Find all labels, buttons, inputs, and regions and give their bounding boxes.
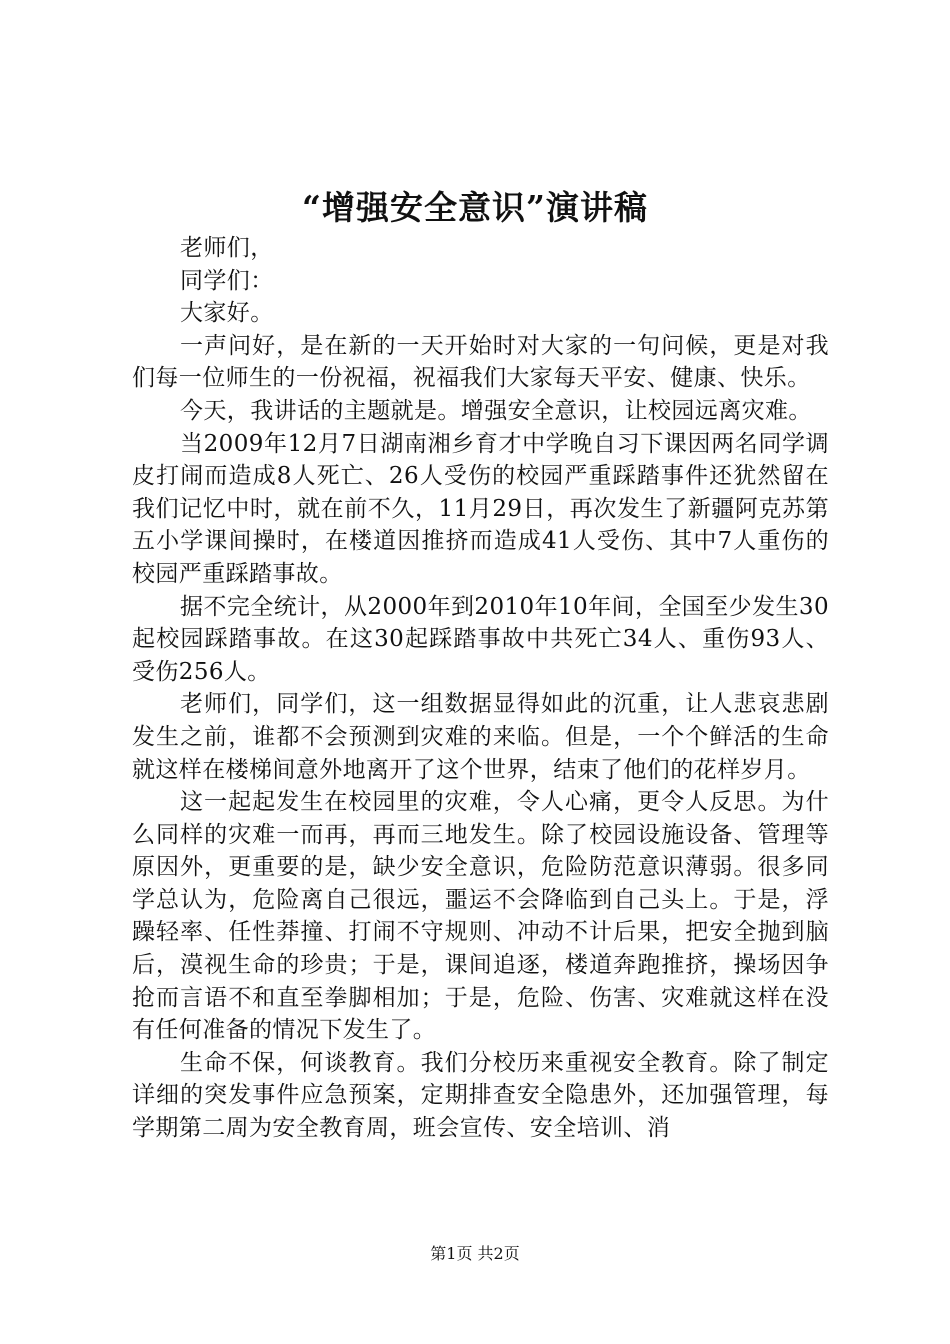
paragraph-theme: 今天，我讲话的主题就是。增强安全意识，让校园远离灾难。	[180, 397, 812, 424]
paragraph-greeting-students: 同学们：	[180, 267, 274, 294]
paragraph-reflection: 老师们，同学们，这一组数据显得如此的沉重，让人悲哀悲剧发生之前，谁都不会预测到灾难的来临。但是，一个个鲜活的生命就这样在楼梯间意外地离开了这个世界，结束了他们的花样岁月。	[132, 691, 829, 783]
paragraph-statistics: 据不完全统计，从2000年到2010年10年间，全国至少发生30起校园踩踏事故。在这30起踩踏事故中共死亡34人、重伤93人、受伤256人。	[132, 593, 829, 685]
paragraph-greeting-teachers: 老师们，	[180, 235, 274, 261]
document-title: “增强安全意识”演讲稿	[302, 188, 648, 227]
paragraph-greeting-all: 大家好。	[180, 300, 274, 327]
paragraph-causes: 这一起起发生在校园里的灾难，令人心痛，更令人反思。为什么同样的灾难一而再，再而三地发生。除了校园设施设备、管理等原因外，更重要的是，缺少安全意识，危险防范意识薄弱。很多同学总认为，危险离自己很远，噩运不会降临到自己头上。于是，浮躁轻率、任性莽撞、打闹不守规则、冲动不计后果，把安全抛到脑后，漠视生命的珍贵；于是，课间追逐，楼道奔跑推挤，操场因争抢而言语不和直至拳脚相加；于是，危险、伤害、灾难就这样在没有任何准备的情况下发生了。	[132, 789, 829, 1044]
paragraph-education: 生命不保，何谈教育。我们分校历来重视安全教育。除了制定详细的突发事件应急预案，定期排查安全隐患外，还加强管理，每学期第二周为安全教育周，班会宣传、安全培训、消	[132, 1049, 829, 1142]
paragraph-opening: 一声问好，是在新的一天开始时对大家的一句问候，更是对我们每一位师生的一份祝福，祝福我们大家每天平安、健康、快乐。	[132, 332, 829, 392]
page-footer: 第1页 共2页	[430, 1244, 520, 1263]
document-body	[132, 232, 829, 1145]
paragraph-incidents: 当2009年12月7日湖南湘乡育才中学晚自习下课因两名同学调皮打闹而造成8人死亡、26人受伤的校园严重踩踏事件还犹然留在我们记忆中时，就在前不久，11月29日，再次发生了新疆阿克苏第五小学课间操时，在楼道因推挤而造成41人受伤、其中7人重伤的校园严重踩踏事故。	[132, 430, 829, 587]
